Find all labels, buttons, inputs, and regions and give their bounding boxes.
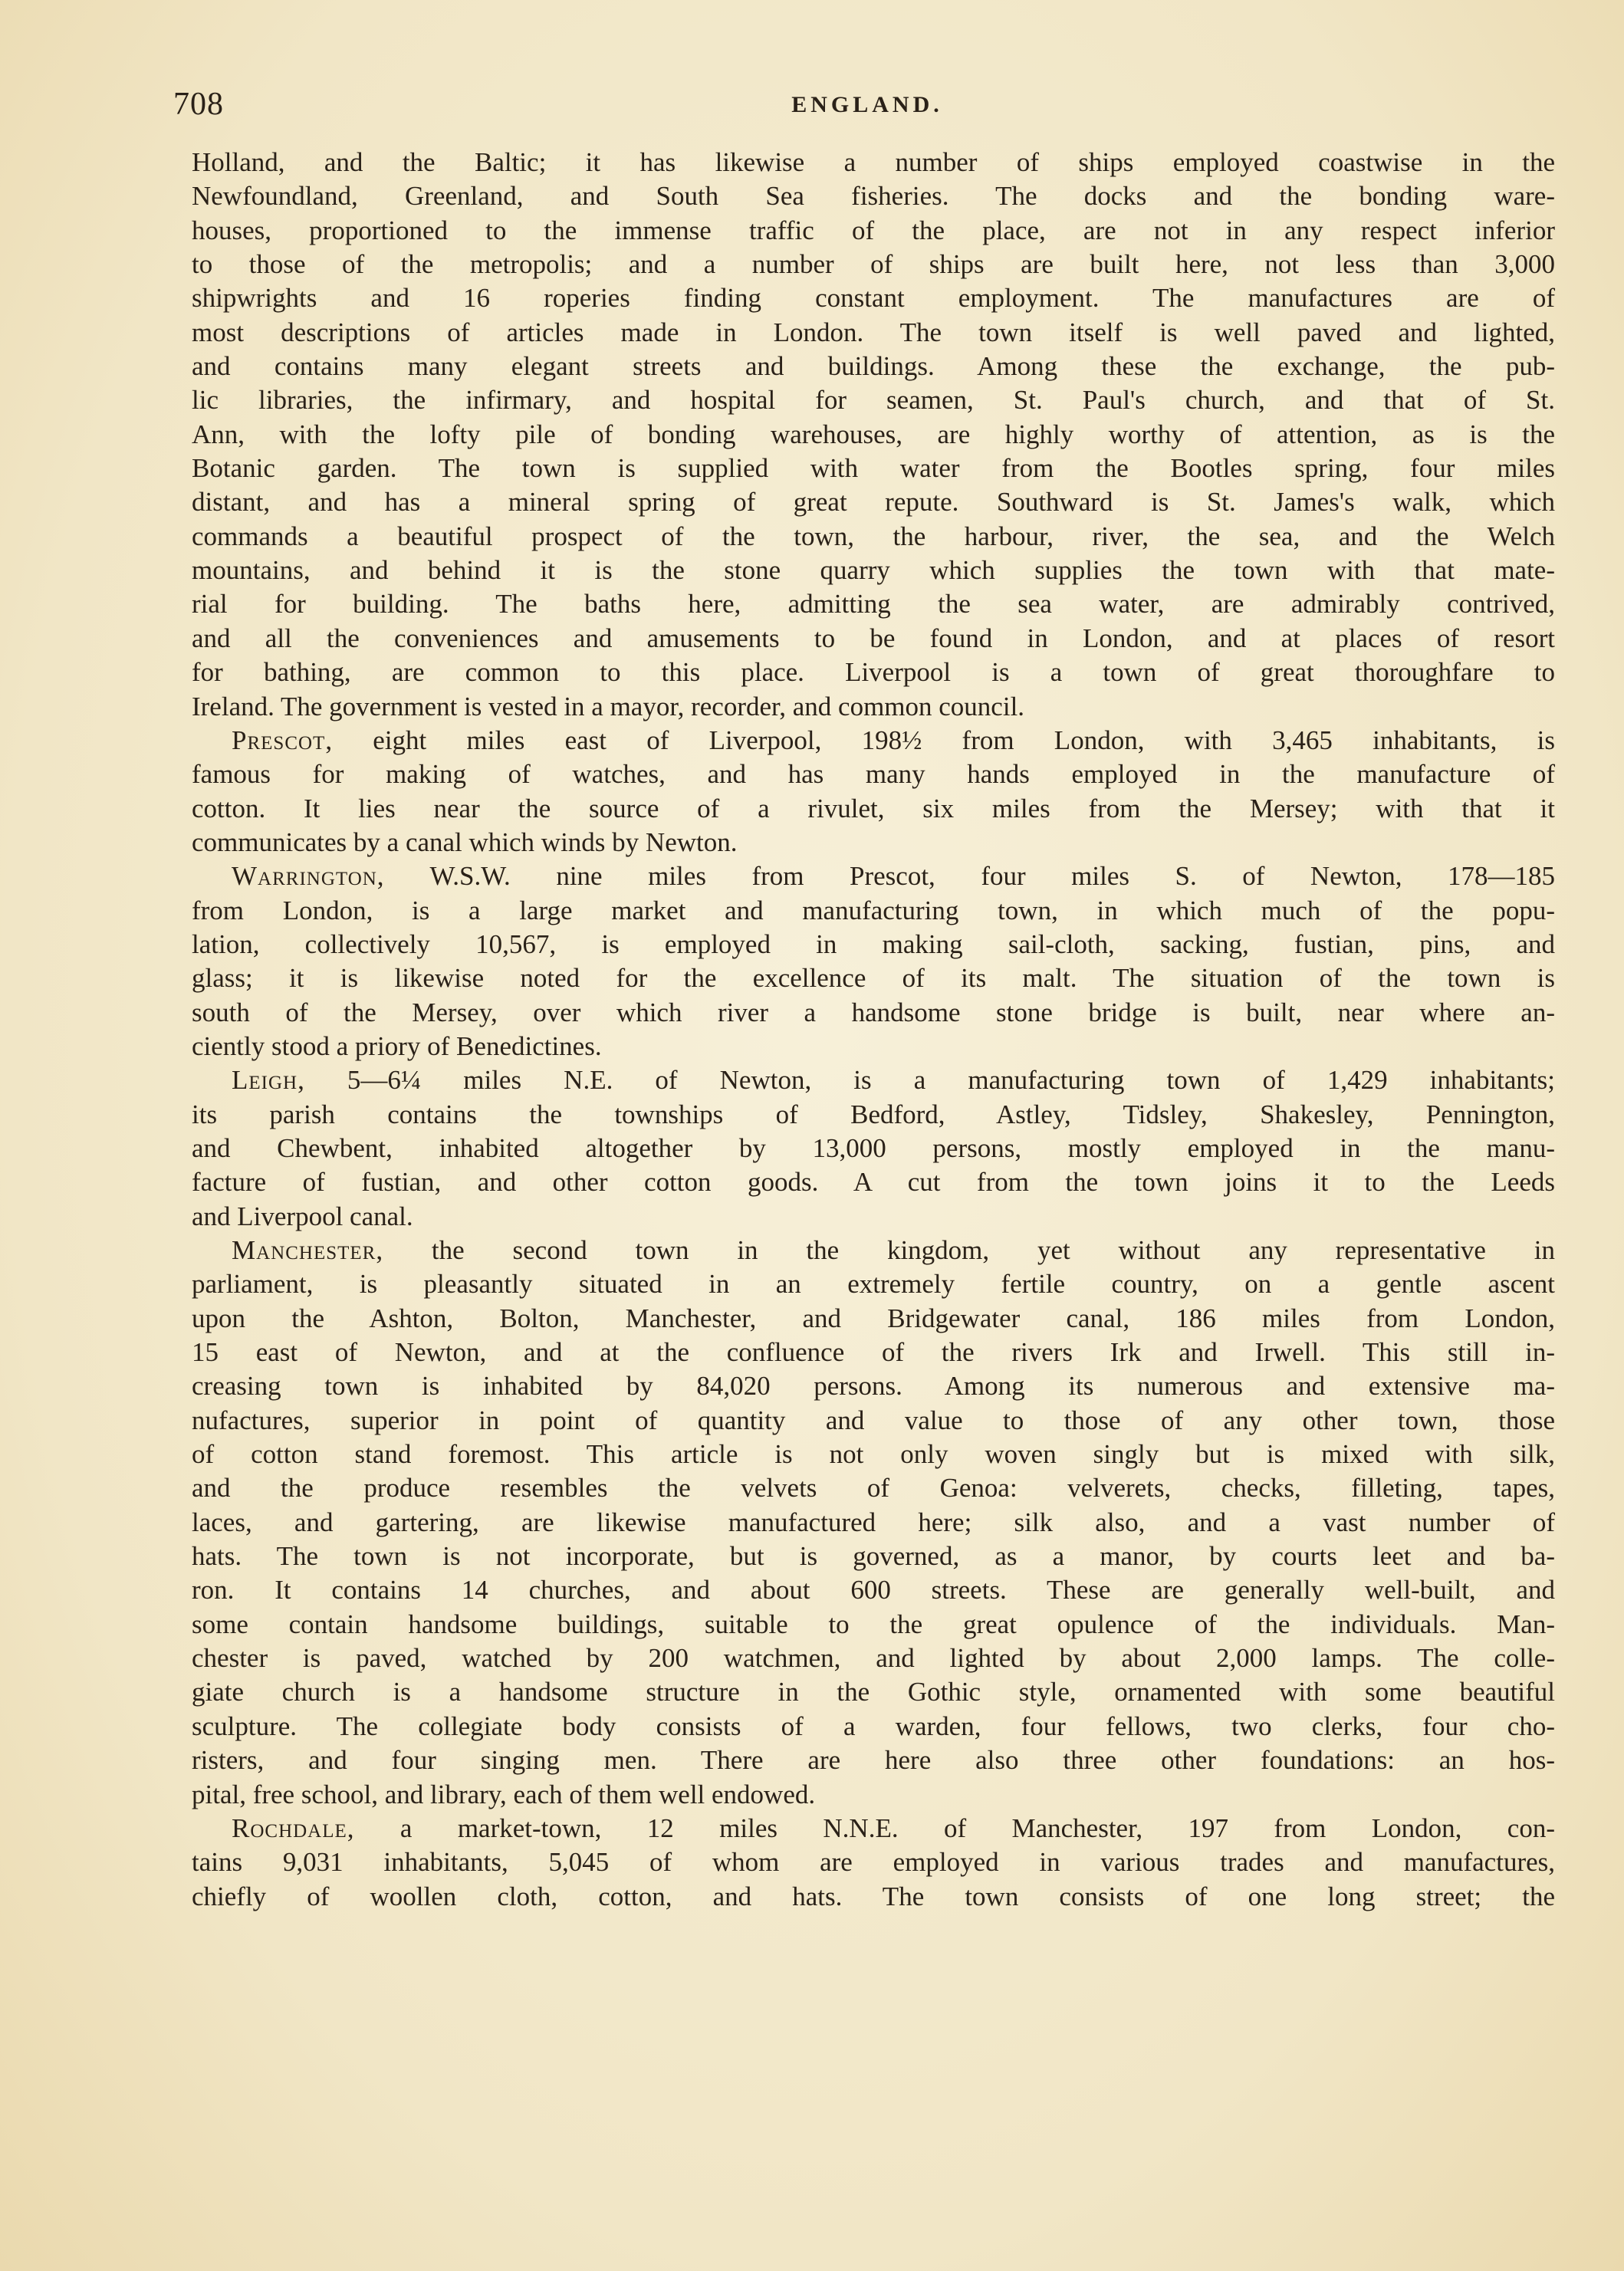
entry-heading: Prescot, [232, 725, 334, 755]
text-line [192, 758, 1555, 791]
line-text: the second town in the kingdom, yet without any representative in [383, 1235, 1555, 1265]
text-line [192, 996, 1555, 1030]
line-text: ron. It contains 14 churches, and about 600 streets. These are generally well-built, and [192, 1575, 1555, 1605]
text-line [192, 1098, 1555, 1132]
text-line [192, 1573, 1555, 1607]
text-line [192, 485, 1555, 519]
text-line [192, 1506, 1555, 1540]
line-text: houses, proportioned to the immense traffic of the place, are not in any respect inferior [192, 215, 1555, 245]
line-text: tains 9,031 inhabitants, 5,045 of whom are employed in various trades and manufactures, [192, 1847, 1555, 1878]
line-text: from London, is a large market and manufacturing town, in which much of the popu- [192, 895, 1555, 925]
line-text: distant, and has a mineral spring of great repute. Southward is St. James's walk, which [192, 487, 1555, 518]
line-text: creasing town is inhabited by 84,020 persons. Among its numerous and extensive ma- [192, 1371, 1555, 1402]
text-line [192, 1165, 1555, 1199]
text-line [192, 1642, 1555, 1675]
page-number: 708 [173, 87, 224, 122]
line-text: pital, free school, and library, each of them well endowed. [192, 1779, 816, 1809]
entry-heading: Leigh, [232, 1065, 305, 1096]
text-line [192, 1200, 1555, 1234]
text-line [192, 350, 1555, 383]
text-line [192, 1675, 1555, 1709]
line-text: Newfoundland, Greenland, and South Sea fisheries. The docks and the bonding ware- [192, 181, 1555, 212]
text-line [192, 656, 1555, 689]
text-line [192, 961, 1555, 995]
line-text: glass; it is likewise noted for the excellence of its malt. The situation of the town is [192, 963, 1555, 994]
text-line [192, 622, 1555, 656]
entry-first-line [192, 1234, 1555, 1267]
line-text: eight miles east of Liverpool, 198½ from London, with 3,465 inhabitants, is [333, 725, 1555, 755]
text-line [192, 554, 1555, 587]
text-line [192, 418, 1555, 452]
line-text: 5—6¼ miles N.E. of Newton, is a manufacturing town of 1,429 inhabitants; [304, 1065, 1555, 1096]
text-line [192, 383, 1555, 417]
text-line [192, 1336, 1555, 1369]
text-line [192, 1030, 1555, 1063]
line-text: lic libraries, the infirmary, and hospital for seamen, St. Paul's church, and that of St. [192, 385, 1555, 416]
line-text: cotton. It lies near the source of a rivulet, six miles from the Mersey; with that it [192, 793, 1555, 823]
text-line [192, 1302, 1555, 1336]
entry-first-line [192, 1063, 1555, 1097]
line-text: 15 east of Newton, and at the confluence of the rivers Irk and Irwell. This still in- [192, 1337, 1555, 1368]
line-text: giate church is a handsome structure in the Gothic style, ornamented with some beautiful [192, 1677, 1555, 1707]
text-line [192, 928, 1555, 961]
line-text: famous for making of watches, and has many hands employed in the manufacture of [192, 759, 1555, 790]
line-text: Ireland. The government is vested in a mayor, recorder, and common council. [192, 691, 1025, 721]
text-line [192, 1132, 1555, 1165]
line-text: chester is paved, watched by 200 watchmen, and lighted by about 2,000 lamps. The colle- [192, 1643, 1555, 1674]
line-text: facture of fustian, and other cotton goods. A cut from the town joins it to the Leeds [192, 1167, 1555, 1198]
text-line [192, 214, 1555, 248]
line-text: rial for building. The baths here, admitting the sea water, are admirably contrived, [192, 589, 1555, 620]
entry-heading: Warrington, [232, 861, 385, 892]
text-line [192, 1710, 1555, 1744]
line-text: mountains, and behind it is the stone quarry which supplies the town with that mate- [192, 555, 1555, 586]
entry-first-line [192, 859, 1555, 893]
text-line [192, 1744, 1555, 1777]
entry-heading: Manchester, [232, 1235, 384, 1265]
line-text: upon the Ashton, Bolton, Manchester, and Bridgewater canal, 186 miles from London, [192, 1303, 1555, 1333]
line-text: and Liverpool canal. [192, 1201, 413, 1231]
line-text: for bathing, are common to this place. Liverpool is a town of great thoroughfare to [192, 657, 1555, 688]
line-text: laces, and gartering, are likewise manufactured here; silk also, and a vast number of [192, 1507, 1555, 1537]
entry-heading: Rochdale, [232, 1813, 355, 1843]
entry-first-line [192, 1812, 1555, 1845]
text-line [192, 1369, 1555, 1403]
text-line [192, 1880, 1555, 1914]
line-text: nufactures, superior in point of quantity and value to those of any other town, those [192, 1405, 1555, 1435]
text-line [192, 894, 1555, 928]
line-text: of cotton stand foremost. This article is not only woven singly but is mixed with silk, [192, 1439, 1555, 1470]
line-text: Botanic garden. The town is supplied with water from the Bootles spring, four miles [192, 453, 1555, 484]
line-text: south of the Mersey, over which river a handsome stone bridge is built, near where an- [192, 997, 1555, 1027]
text-line [192, 587, 1555, 621]
line-text: Ann, with the lofty pile of bonding warehouses, are highly worthy of attention, as is the [192, 419, 1555, 449]
line-text: commands a beautiful prospect of the town, the harbour, river, the sea, and the Welch [192, 521, 1555, 551]
line-text: a market-town, 12 miles N.N.E. of Manchester, 197 from London, con- [354, 1813, 1555, 1843]
line-text: to those of the metropolis; and a number of ships are built here, not less than 3,000 [192, 249, 1555, 280]
line-text: and all the conveniences and amusements to be found in London, and at places of resort [192, 623, 1555, 653]
line-text: lation, collectively 10,567, is employed in making sail-cloth, sacking, fustian, pins, and [192, 928, 1555, 959]
text-line [192, 1471, 1555, 1505]
line-text: shipwrights and 16 roperies finding constant employment. The manufactures are of [192, 283, 1555, 314]
text-line [192, 1267, 1555, 1301]
line-text: hats. The town is not incorporate, but is governed, as a manor, by courts leet and ba- [192, 1541, 1555, 1572]
line-text: and contains many elegant streets and buildings. Among these the exchange, the pub- [192, 351, 1555, 382]
line-text: and the produce resembles the velvets of Genoa: velverets, checks, filleting, tapes, [192, 1473, 1555, 1504]
page-header [173, 86, 1561, 132]
text-line [192, 146, 1555, 179]
text-line [192, 826, 1555, 859]
text-line [192, 1438, 1555, 1471]
text-line [192, 1404, 1555, 1438]
text-line [192, 1778, 1555, 1812]
body-text [192, 146, 1555, 1914]
running-head: ENGLAND. [791, 92, 943, 117]
text-line [192, 281, 1555, 315]
line-text: and Chewbent, inhabited altogether by 13,000 persons, mostly employed in the manu- [192, 1132, 1555, 1163]
text-line [192, 179, 1555, 213]
text-line [192, 792, 1555, 826]
line-text: ciently stood a priory of Benedictines. [192, 1030, 602, 1061]
text-line [192, 1845, 1555, 1879]
text-line [192, 248, 1555, 281]
line-text: W.S.W. nine miles from Prescot, four miles S. of Newton, 178—185 [384, 861, 1555, 892]
line-text: risters, and four singing men. There are here also three other foundations: an hos- [192, 1745, 1555, 1776]
line-text: sculpture. The collegiate body consists of a warden, four fellows, two clerks, four cho- [192, 1711, 1555, 1741]
line-text: some contain handsome buildings, suitable to the great opulence of the individuals. Man- [192, 1609, 1555, 1639]
text-line [192, 1540, 1555, 1573]
line-text: most descriptions of articles made in London. The town itself is well paved and lighted, [192, 317, 1555, 347]
line-text: its parish contains the townships of Bedford, Astley, Tidsley, Shakesley, Pennington, [192, 1099, 1555, 1129]
text-line [192, 452, 1555, 485]
text-line [192, 1608, 1555, 1642]
entry-first-line [192, 724, 1555, 758]
line-text: Holland, and the Baltic; it has likewise a number of ships employed coastwise in the [192, 147, 1555, 177]
text-line [192, 520, 1555, 554]
line-text: communicates by a canal which winds by Newton. [192, 827, 738, 857]
text-line [192, 690, 1555, 724]
line-text: parliament, is pleasantly situated in an extremely fertile country, on a gentle ascent [192, 1269, 1555, 1300]
line-text: chiefly of woollen cloth, cotton, and hats. The town consists of one long street; the [192, 1881, 1555, 1911]
text-line [192, 316, 1555, 350]
